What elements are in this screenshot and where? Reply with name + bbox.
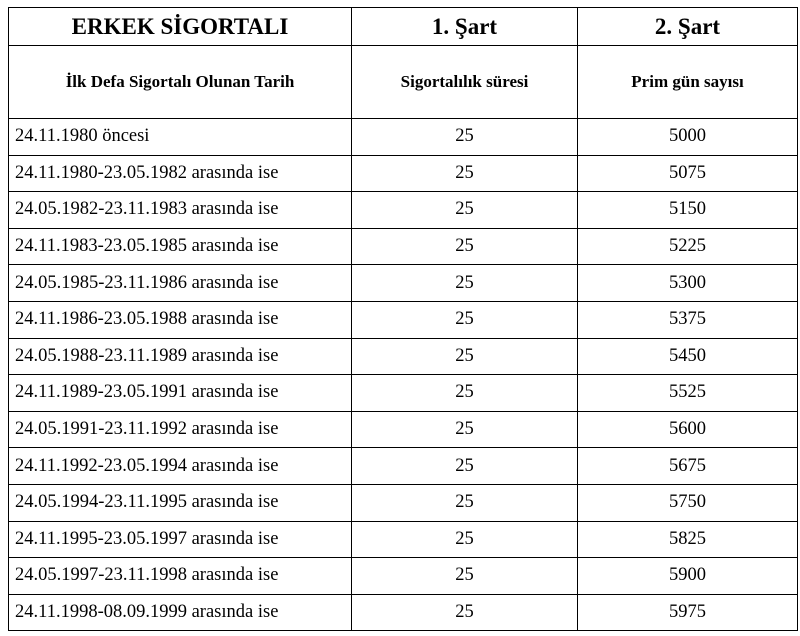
- premium-days-cell: 5900: [578, 558, 798, 595]
- title-row: [9, 8, 798, 46]
- first-insured-date-cell: 24.05.1985-23.11.1986 arasında ise: [9, 265, 352, 302]
- insurance-period-cell: 25: [352, 192, 578, 229]
- first-insured-date-cell: 24.05.1982-23.11.1983 arasında ise: [9, 192, 352, 229]
- table-row: [9, 521, 798, 558]
- first-insured-date-cell: 24.05.1994-23.11.1995 arasında ise: [9, 484, 352, 521]
- table-row: [9, 448, 798, 485]
- insurance-period-cell: 25: [352, 594, 578, 631]
- table-row: [9, 484, 798, 521]
- first-insured-date-cell: 24.11.1995-23.05.1997 arasında ise: [9, 521, 352, 558]
- table-row: [9, 594, 798, 631]
- insurance-period-cell: 25: [352, 338, 578, 375]
- first-insured-date-cell: 24.05.1991-23.11.1992 arasında ise: [9, 411, 352, 448]
- table-row: [9, 119, 798, 156]
- insurance-period-cell: 25: [352, 484, 578, 521]
- insurance-period-cell: 25: [352, 228, 578, 265]
- first-insured-date-cell: 24.11.1992-23.05.1994 arasında ise: [9, 448, 352, 485]
- condition-2-header: 2. Şart: [578, 8, 798, 46]
- insurance-period-cell: 25: [352, 521, 578, 558]
- premium-days-cell: 5150: [578, 192, 798, 229]
- insurance-period-cell: 25: [352, 375, 578, 412]
- first-insured-date-cell: 24.11.1980-23.05.1982 arasında ise: [9, 155, 352, 192]
- insurance-period-cell: 25: [352, 558, 578, 595]
- insurance-period-cell: 25: [352, 155, 578, 192]
- insurance-period-cell: 25: [352, 119, 578, 156]
- premium-days-cell: 5225: [578, 228, 798, 265]
- first-insured-date-cell: 24.11.1998-08.09.1999 arasında ise: [9, 594, 352, 631]
- insurance-period-cell: 25: [352, 411, 578, 448]
- premium-days-cell: 5375: [578, 301, 798, 338]
- insurance-period-cell: 25: [352, 265, 578, 302]
- premium-days-cell: 5600: [578, 411, 798, 448]
- table-row: [9, 338, 798, 375]
- premium-days-cell: 5450: [578, 338, 798, 375]
- first-insured-date-cell: 24.05.1997-23.11.1998 arasında ise: [9, 558, 352, 595]
- premium-days-cell: 5750: [578, 484, 798, 521]
- column-header-row: [9, 46, 798, 119]
- table-row: [9, 301, 798, 338]
- table-row: [9, 265, 798, 302]
- first-insured-date-cell: 24.11.1989-23.05.1991 arasında ise: [9, 375, 352, 412]
- premium-days-cell: 5000: [578, 119, 798, 156]
- first-insured-date-cell: 24.11.1983-23.05.1985 arasında ise: [9, 228, 352, 265]
- table-row: [9, 192, 798, 229]
- table-row: [9, 411, 798, 448]
- insurance-period-header: Sigortalılık süresi: [352, 46, 578, 119]
- premium-days-cell: 5675: [578, 448, 798, 485]
- insurance-period-cell: 25: [352, 448, 578, 485]
- insurance-period-cell: 25: [352, 301, 578, 338]
- table-row: [9, 155, 798, 192]
- premium-days-cell: 5975: [578, 594, 798, 631]
- condition-1-header: 1. Şart: [352, 8, 578, 46]
- premium-days-cell: 5300: [578, 265, 798, 302]
- premium-days-cell: 5525: [578, 375, 798, 412]
- premium-days-header: Prim gün sayısı: [578, 46, 798, 119]
- first-insured-date-cell: 24.11.1980 öncesi: [9, 119, 352, 156]
- first-insured-date-header: İlk Defa Sigortalı Olunan Tarih: [9, 46, 352, 119]
- premium-days-cell: 5075: [578, 155, 798, 192]
- table-title: ERKEK SİGORTALI: [9, 8, 352, 46]
- table-body: [9, 119, 798, 631]
- table-row: [9, 375, 798, 412]
- table-row: [9, 228, 798, 265]
- first-insured-date-cell: 24.11.1986-23.05.1988 arasında ise: [9, 301, 352, 338]
- table-row: [9, 558, 798, 595]
- retirement-conditions-table: [8, 7, 798, 631]
- first-insured-date-cell: 24.05.1988-23.11.1989 arasında ise: [9, 338, 352, 375]
- premium-days-cell: 5825: [578, 521, 798, 558]
